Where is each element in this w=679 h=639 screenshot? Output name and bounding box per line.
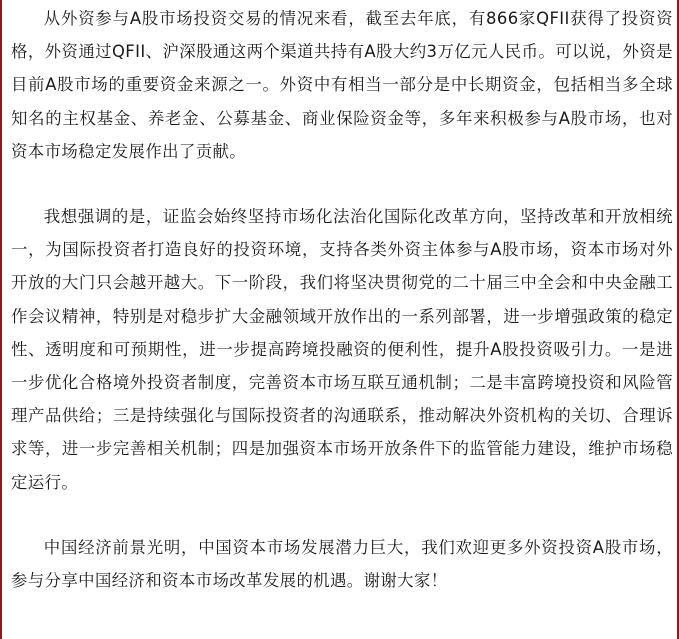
paragraph-closing-remarks: 中国经济前景光明，中国资本市场发展潜力巨大，我们欢迎更多外资投资A股市场，参与分享中国经济和资本市场改革发展的机遇。谢谢大家！ (11, 537, 673, 591)
article-body (11, 2, 673, 597)
paragraph-foreign-investment-status: 从外资参与A股市场投资交易的情况来看，截至去年底，有866家QFII获得了投资资格，外资通过QFII、沪深股通这两个渠道共持有A股大约3万亿元人民币。可以说，外资是目前A股市场的重要资金来源之一。外资中有相当一部分是中长期资金，包括相当多全球知名的主权基金、养老金、公募基金、商业保险资金等，多年来积极参与A股市场，也对资本市场稳定发展作出了贡献。 (11, 9, 673, 161)
paragraph-opening-up-policy: 我想强调的是，证监会始终坚持市场化法治化国际化改革方向，坚持改革和开放相统一，为国际投资者打造良好的投资环境，支持各类外资主体参与A股市场，资本市场对外开放的大门只会越开越大。下一阶段，我们将坚决贯彻党的二十届三中全会和中央金融工作会议精神，特别是对稳步扩大金融领域开放作出的一系列部署，进一步增强政策的稳定性、透明度和可预期性，进一步提高跨境投融资的便利性，提升A股投资吸引力。一是进一步优化合格境外投资者制度，完善资本市场互联互通机制；二是丰富跨境投资和风险管理产品供给；三是持续强化与国际投资者的沟通联系，推动解决外资机构的关切、合理诉求等，进一步完善相关机制；四是加强资本市场开放条件下的监管能力建设，维护市场稳定运行。 (11, 207, 673, 492)
